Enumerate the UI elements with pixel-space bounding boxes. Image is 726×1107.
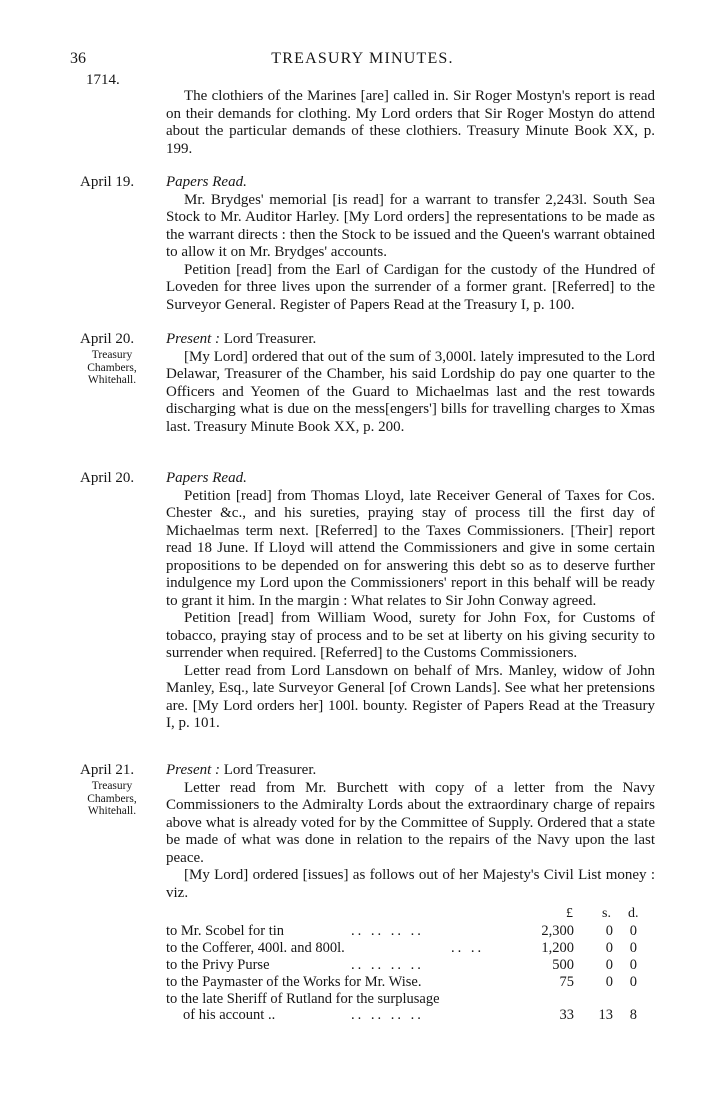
amount-pounds: 1,200 [541, 940, 574, 956]
amount-pence: 0 [629, 957, 637, 973]
issue-row [166, 957, 655, 974]
issue-row [166, 940, 655, 957]
entry-date: April 20. [80, 470, 135, 486]
amount-shillings: 0 [605, 957, 613, 973]
col-header-pence: d. [628, 906, 639, 921]
amount-pence: 8 [629, 1007, 637, 1023]
paragraph: Petition [read] from the Earl of Cardigan for the custody of the Hundred of Loveden for three lives upon the surrender of a former grant. [Referred] to the Surveyor General. Register of Papers Read at the Treasury I, p. 100. [166, 261, 655, 313]
entry-date: April 19. [80, 174, 135, 190]
entry-place: Treasury Chambers, Whitehall. [87, 780, 137, 817]
section-heading: Papers Read. [166, 470, 247, 486]
entry-body [166, 174, 655, 314]
amount-shillings: 0 [605, 940, 613, 956]
amount-pounds: 2,300 [541, 923, 574, 939]
entry-body [166, 762, 655, 1022]
amount-pence: 0 [629, 974, 637, 990]
col-header-shillings: s. [602, 906, 611, 921]
amount-pounds: 75 [559, 974, 574, 990]
entry-margin [80, 470, 158, 487]
paragraph: The clothiers of the Marines [are] called in. Sir Roger Mostyn's report is read on their demands for clothing. My Lord orders that Sir Roger Mostyn do attend about the particular demands of these clothiers. Treasury Minute Book XX, p. 199. [166, 88, 655, 157]
entry-date: April 21. [80, 762, 135, 778]
issue-label: to the late Sheriff of Rutland for the surplusage [166, 991, 440, 1007]
amount-shillings: 0 [605, 974, 613, 990]
entry-body [166, 470, 655, 733]
entry-date: April 20. [80, 331, 135, 347]
running-title: TREASURY MINUTES. [271, 50, 454, 67]
paragraph: Letter read from Lord Lansdown on behalf of Mrs. Manley, widow of John Manley, Esq., late Surveyor General [of Crown Lands]. See what her pretensions are. [My Lord orders her] 100l. bounty. Register of Papers Read at the Treasury I, p. 101. [166, 662, 655, 731]
issue-row [166, 974, 655, 991]
amount-pounds: 500 [552, 957, 574, 973]
present-line [166, 331, 655, 349]
entry-margin [80, 174, 158, 191]
leader-dots: .. .. .. .. [351, 957, 424, 973]
entry-place: Treasury Chambers, Whitehall. [87, 349, 137, 386]
issue-label: to the Cofferer, 400l. and 800l. [166, 940, 345, 956]
paragraph: [My Lord] ordered that out of the sum of 3,000l. lately impresuted to the Lord Delawar, Treasurer of the Chamber, his said Lordship do pay one quarter to the Officers and Yeomen of the Guard to Michaelmas last and the rest towards discharging what is due on the mess[engers'] bills for travelling charges to Xmas last. Treasury Minute Book XX, p. 200. [166, 348, 655, 435]
paragraph: Letter read from Mr. Burchett with copy of a letter from the Navy Commissioners to the Admiralty Lords about the extraordinary charge of repairs above what is already voted for by the Committee of Supply. Ordered that a state be made of what was done in relation to the repairs of the Navy upon the last peace. [166, 779, 655, 866]
paragraph: Petition [read] from William Wood, surety for John Fox, for Customs of tobacco, praying stay of process and to be set at liberty on his giving security to surrender when required. [Referred] to the Customs Commissioners. [166, 610, 655, 661]
page-number: 36 [70, 50, 86, 67]
issue-row [166, 991, 655, 1008]
entry-body [166, 331, 655, 436]
amount-shillings: 0 [605, 923, 613, 939]
issue-label: to the Privy Purse [166, 957, 270, 973]
paragraph: [My Lord] ordered [issues] as follows out of her Majesty's Civil List money : viz. [166, 867, 655, 901]
present-value: Lord Treasurer. [223, 762, 317, 778]
amount-pounds: 33 [559, 1007, 574, 1023]
leader-dots: .. .. .. .. [351, 1007, 424, 1023]
amount-shillings: 13 [598, 1007, 613, 1023]
issue-label: to the Paymaster of the Works for Mr. Wise. [166, 974, 422, 990]
entry-margin [80, 331, 158, 387]
entry-margin [80, 762, 158, 818]
amount-pence: 0 [629, 923, 637, 939]
amount-pence: 0 [629, 940, 637, 956]
issue-row-continued [166, 1007, 655, 1024]
issue-label-continued: of his account .. [183, 1007, 276, 1023]
issue-label: to Mr. Scobel for tin [166, 923, 285, 939]
present-label: Present : [166, 762, 221, 778]
paragraph: Petition [read] from Thomas Lloyd, late Receiver General of Taxes for Cos. Chester &c., and his sureties, praying stay of process till the first day of Michaelmas term next. [Referred] to the Taxes Commissioners. [Their] report read 18 June. If Lloyd will attend the Commissioners and give in some certain propositions to be depended on for answering this debt so as to deserve further indulgence my Lord upon the Commissioners' report in this behalf will be ready to grant it him. In the margin : What relates to Sir John Conway agreed. [166, 487, 655, 609]
issue-row [166, 923, 655, 940]
col-header-pounds: £ [566, 906, 573, 921]
present-label: Present : [166, 331, 221, 347]
present-line [166, 762, 655, 780]
leader-dots: .. .. .. .. [351, 923, 424, 939]
present-value: Lord Treasurer. [223, 331, 317, 347]
entry-body [166, 88, 655, 158]
paragraph: Mr. Brydges' memorial [is read] for a warrant to transfer 2,243l. South Sea Stock to Mr. Auditor Harley. [My Lord orders] the representations to be made as the warrant directs : then the Stock to be issued and the Queen's warrant obtained to allow it on Mr. Brydges' accounts. [166, 191, 655, 260]
page-header [70, 50, 655, 72]
leader-dots: .. .. [451, 940, 485, 956]
issues-table [166, 906, 655, 1022]
margin-year: 1714. [86, 72, 120, 88]
section-heading: Papers Read. [166, 174, 247, 190]
